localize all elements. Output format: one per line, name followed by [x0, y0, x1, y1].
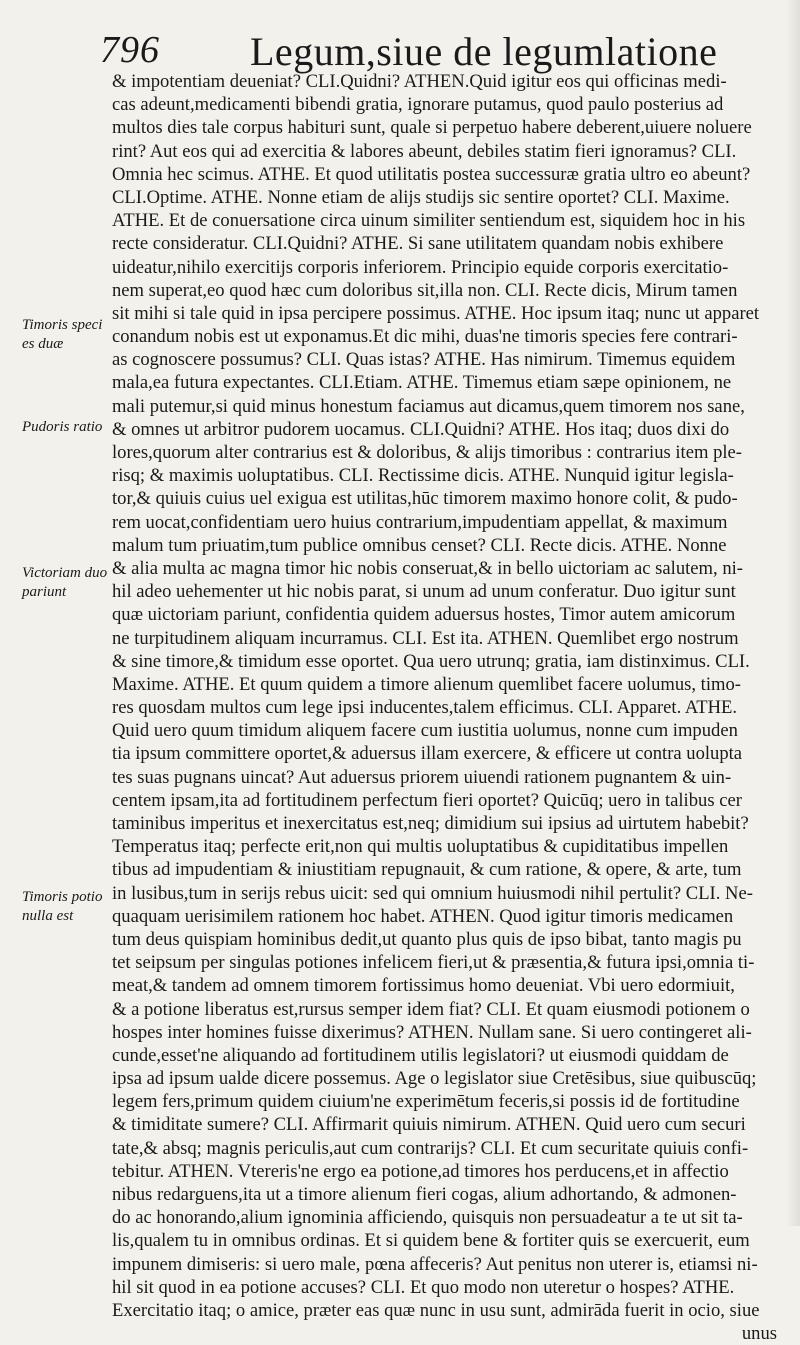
text-line: mala,ea futura expectantes. CLI.Etiam. ATHE. Timemus etiam sæpe opinionem, ne [112, 372, 732, 394]
text-line: lis,qualem tu in omnibus ordinas. Et si quidem bene & fortiter quis se exercuerit, eum [112, 1230, 750, 1252]
text-line: hil adeo uehementer ut hic nobis parat, si unum ad unum conferatur. Duo igitur sunt [112, 581, 736, 603]
text-line: ipsa ad ipsum ualde dicere possemus. Age o legislator siue Cretēsibus, siue quibuscūq; [112, 1068, 757, 1090]
text-line: & alia multa ac magna timor hic nobis conseruat,& in bello uictoriam ac salutem, ni- [112, 557, 743, 579]
text-line: Temperatus itaq; perfecte erit,non qui multis uoluptatibus & cupiditatibus impellen [112, 836, 729, 858]
text-line: legem fers,primum quidem ciuium'ne experimētum feceris,si possis id de fortitudine [112, 1091, 740, 1113]
text-line: unus [741, 1323, 777, 1345]
text-line: do ac honorando,alium ignominia afficiendo, quisquis non persuadeatur a te ut sit ta- [112, 1207, 743, 1229]
text-line: sit mihi si tale quid in ipsa percipere possimus. ATHE. Hoc ipsum itaq; nunc ut apparet [112, 302, 760, 324]
text-line: tebitur. ATHEN. Vtereris'ne ergo ea potione,ad timores hos perducens,et in affectio [112, 1160, 729, 1182]
text-line: hospes inter homines fuisse dixerimus? ATHEN. Nullam sane. Si uero contingeret ali- [112, 1021, 752, 1043]
text-line: res quosdam multos cum lege ipsi inducentes,talem efficimus. CLI. Apparet. ATHE. [112, 697, 738, 719]
text-line: ATHE. Et de conuersatione circa uinum similiter sentiendum est, siquidem hoc in his [112, 210, 746, 232]
text-line: nem superat,eo quod hæc cum doloribus sit,illa non. CLI. Recte dicis, Mirum tamen [112, 279, 738, 301]
page-header [100, 18, 790, 74]
text-line: tes suas pugnans uincat? Aut aduersus priorem uiuendi rationem pugnantem & uin- [112, 766, 732, 788]
margin-note-victoriam: Victoriam duo pariunt [22, 565, 108, 600]
text-line: centem ipsam,ita ad fortitudinem perfectum fieri oportet? Quicūq; uero in talibus cer [112, 789, 742, 811]
text-line: ne turpitudinem aliquam incurramus. CLI. Est ita. ATHEN. Quemlibet ergo nostrum [112, 627, 739, 649]
text-line: conandum nobis est ut exponamus.Et dic mihi, duas'ne timoris species fere contrari- [112, 326, 738, 348]
text-line: Quid uero quum timidum aliquem facere cum iustitia uolumus, nonne cum impuden [112, 720, 738, 742]
page-edge-shadow [786, 0, 800, 1226]
text-line: Maxime. ATHE. Et quum quidem a timore alienum quemlibet facere uolumus, timo- [112, 673, 741, 695]
text-line: nibus redarguens,ita ut a timore alienum fieri cogas, alium adhortando, & admonen- [112, 1184, 737, 1205]
text-line: uideatur,nihilo exercitijs corporis inferiorem. Principio equide corporis exercitatio- [112, 256, 729, 278]
text-line: & omnes ut arbitror pudorem uocamus. CLI.Quidni? ATHE. Hos itaq; duos dixi do [112, 418, 730, 440]
text-line: quæ uictoriam pariunt, confidentia quidem aduersus hostes, Timor autem amicorum [112, 604, 736, 626]
margin-note-timoris-potio: Timoris potio nulla est [22, 889, 103, 924]
text-line: meat,& tandem ad omnem timorem fortissimus homo deueniat. Vbi uero edormiuit, [112, 975, 735, 997]
text-line: quaquam uerisimilem rationem hoc habet. ATHEN. Quod igitur timoris medicamen [112, 905, 734, 927]
margin-note-timoris-species: Timoris speci es duæ [22, 317, 103, 352]
main-text-column [112, 70, 777, 1345]
text-line: taminibus imperitus et inexercitatus est,neq; dimidium sui ipsius ad uirtutem habebit? [112, 813, 749, 834]
text-line: recte consideratur. CLI.Quidni? ATHE. Si sane utilitatem quandam nobis exhibere [112, 233, 724, 255]
text-line: as cognoscere possumus? CLI. Quas istas? ATHE. Has nimirum. Timemus equidem [112, 349, 736, 371]
text-line: & impotentiam deueniat? CLI.Quidni? ATHEN.Quid igitur eos qui officinas medi- [112, 71, 727, 92]
text-line: & sine timore,& timidum esse oportet. Qua uero utrunq; gratia, iam distinximus. CLI. [112, 650, 750, 672]
text-line: tibus ad impudentiam & iniustitiam repugnauit, & cum ratione, & opere, & arte, tum [112, 859, 742, 881]
text-line: tate,& absq; magnis periculis,aut cum contrarijs? CLI. Et cum securitate quiuis confi- [112, 1137, 749, 1159]
text-line: impunem dimiseris: si uero male, pœna affeceris? Aut penitus non uterer is, etiamsi ni- [112, 1253, 758, 1275]
text-line: Exercitatio itaq; o amice, præter eas quæ nunc in usu sunt, admirāda fuerit in ocio, siue [112, 1299, 760, 1321]
text-line: tet seipsum per singulas potiones infelicem fieri,ut & præsentia,& futura ipsi,omnia ti- [112, 952, 755, 974]
text-line: & timiditate sumere? CLI. Affirmarit quiuis nimirum. ATHEN. Quid uero cum securi [112, 1114, 746, 1136]
text-line: hil sit quod in ea potione accuses? CLI. Et quo modo non uteretur o hospes? ATHE. [112, 1276, 735, 1298]
running-title: Legum,siue de legumlatione [250, 29, 718, 74]
text-line: cunde,esset'ne aliquando ad fortitudinem utilis legislatori? ut eiusmodi quiddam de [112, 1044, 729, 1066]
text-line: malum tum priuatim,tum publice omnibus censet? CLI. Recte dicis. ATHE. Nonne [112, 534, 727, 556]
text-line: CLI.Optime. ATHE. Nonne etiam de alijs studijs sic sentire oportet? CLI. Maxime. [112, 186, 730, 208]
text-line: cas adeunt,medicamenti bibendi gratia, ignorare putamus, quod paulo posterius ad [112, 94, 724, 116]
text-line: risq; & maximis uoluptatibus. CLI. Rectissime dicis. ATHE. Nunquid igitur legisla- [112, 465, 734, 487]
text-line: rint? Aut eos qui ad exercitia & labores abeunt, debiles statim fieri ignoramus? CLI. [112, 140, 737, 162]
page-number: 796 [100, 29, 160, 71]
margin-note-pudoris-ratio: Pudoris ratio [22, 419, 103, 435]
text-line: & a potione liberatus est,rursus semper idem fiat? CLI. Et quam eiusmodi potionem o [112, 998, 750, 1020]
text-line: rem uocat,confidentiam uero huius contrarium,impudentiam appellat, & maximum [112, 511, 728, 533]
text-line: lores,quorum alter contrarius est & doloribus, & alijs timoribus : contrarius item ple- [112, 442, 742, 463]
text-line: multos dies tale corpus habituri sunt, quale si perpetuo habere deberent,uiuere noluere [112, 117, 752, 139]
text-line: in lusibus,tum in serijs rebus uicit: sed qui omnium huiusmodi nihil pertulit? CLI. Ne- [112, 882, 753, 904]
text-line: tum deus quispiam hominibus dedit,ut quanto plus quis de ipso bibat, tanto magis pu [112, 928, 742, 950]
text-line: tor,& quiuis cuius uel exigua est utilitas,hūc timorem maximo honore colit, & pudo- [112, 488, 738, 510]
text-line: Omnia hec scimus. ATHE. Et quod utilitatis postea successuræ gratia ultro eo abeunt? [112, 163, 751, 185]
text-line: mali putemur,si quid minus honestum faciamus aut dicamus,quem timorem nos sane, [112, 395, 745, 417]
text-line: tia ipsum committere oportet,& aduersus illam exercere, & efficere ut contra uolupta [112, 743, 743, 765]
